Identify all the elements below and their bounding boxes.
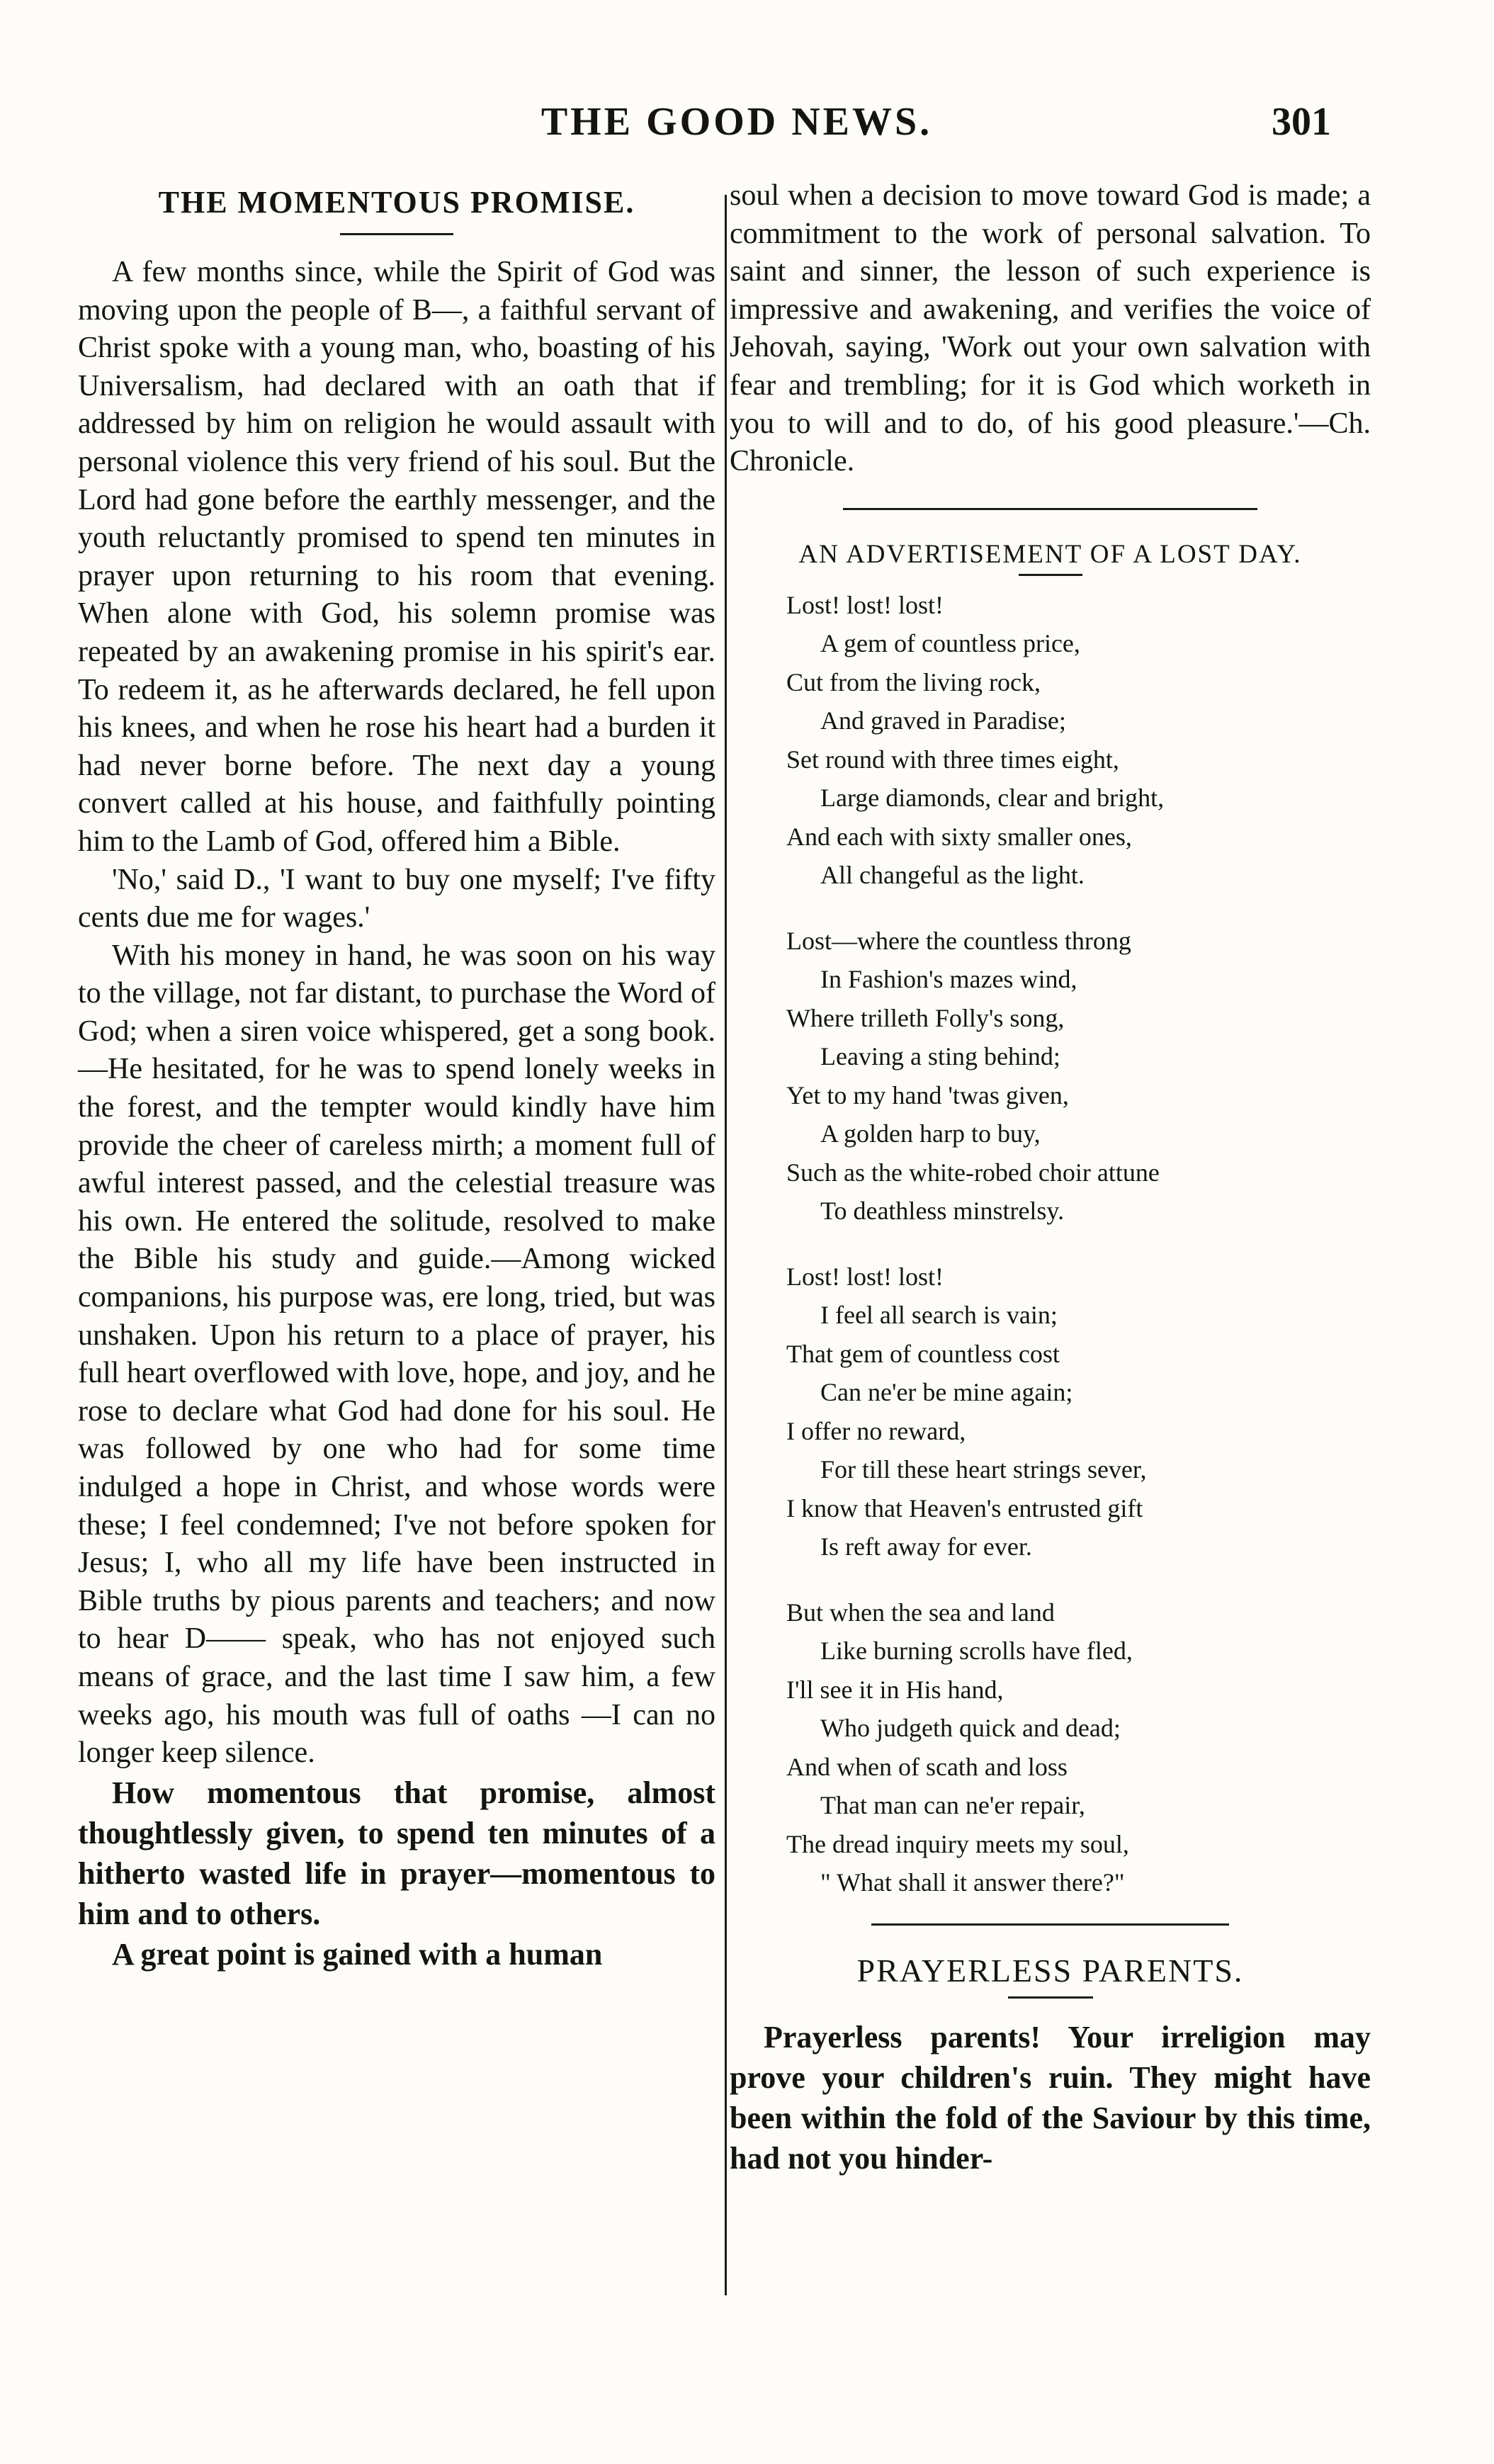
poem-line: But when the sea and land: [786, 1598, 1055, 1627]
poem-line: Who judgeth quick and dead;: [820, 1714, 1121, 1743]
poem-heading: AN ADVERTISEMENT OF A LOST DAY.: [798, 539, 1302, 569]
article-continuation: soul when a decision to move toward God is made; a commitment to the work of personal salvation. To saint and sinner, the lesson of such experience is impressive and awakening, and verifies the voice of Jehovah, saying, 'Work out your own salvation with fear and trembling; for it is God which worketh in you to will and to do, of his good pleasure.'—Ch. Chronicle.: [730, 179, 1371, 478]
article-paragraph: With his money in hand, he was soon on his way to the village, not far distant, to purchase the Word of God; when a siren voice whispered, get a song book.—He hesitated, for he was to spend lonely weeks in the forest, and the tempter would kindly have him provide the cheer of careless mirth; a moment full of awful interest passed, and the celestial treasure was his own. He entered the solitude, resolved to make the Bible his study and guide.—Among wicked companions, his purpose was, ere long, tried, but was unshaken. Upon his return to a place of prayer, his full heart overflowed with love, hope, and joy, and he rose to declare what God had done for his soul. He was followed by one who had for some time indulged a hope in Christ, and whose words were these; I feel condemned; I've not before spoken for Jesus; I, who all my life have been instructed in Bible truths by pious parents and teachers; and now to hear D—— speak, who has not enjoyed such means of grace, and the last time I saw him, a few weeks ago, his mouth was full of oaths —I can no longer keep silence.: [78, 939, 716, 1770]
poem-line: The dread inquiry meets my soul,: [786, 1829, 1129, 1858]
poem-stanza: [786, 1593, 1371, 1902]
poem-line: I offer no reward,: [786, 1416, 966, 1445]
poem-line: In Fashion's mazes wind,: [820, 965, 1077, 994]
poem-line: Lost! lost! lost!: [786, 590, 944, 619]
poem-line: And graved in Paradise;: [820, 706, 1066, 735]
article-paragraph: Prayerless parents! Your irreligion may prove your children's ruin. They might have been within the fold of the Saviour by this time, had not you hinder-: [730, 2019, 1371, 2176]
poem-line: A golden harp to buy,: [820, 1119, 1041, 1148]
poem-line: I feel all search is vain;: [820, 1301, 1058, 1330]
heading-rule: [340, 233, 453, 235]
article-paragraph: How momentous that promise, almost thoughtlessly given, to spend ten minutes of a hitherto wasted life in prayer—momentous to him and to others.: [78, 1775, 715, 1931]
running-title: THE GOOD NEWS.: [541, 100, 933, 144]
article-paragraph: 'No,' said D., 'I want to buy one myself; I've fifty cents due me for wages.': [78, 863, 715, 934]
poem-line: And each with sixty smaller ones,: [786, 822, 1132, 851]
poem-line: Is reft away for ever.: [820, 1532, 1032, 1561]
poem-line: Leaving a sting behind;: [820, 1042, 1060, 1071]
poem-line: I know that Heaven's entrusted gift: [786, 1493, 1143, 1522]
left-column: [78, 177, 715, 1974]
poem-line: Such as the white-robed choir attune: [786, 1158, 1160, 1187]
poem-line: Cut from the living rock,: [786, 667, 1041, 696]
poem-line: Yet to my hand 'twas given,: [786, 1080, 1069, 1109]
right-column: [730, 177, 1371, 2178]
heading-rule: [1008, 1996, 1093, 1999]
heading-rule: [1019, 574, 1082, 576]
poem-line: That gem of countless cost: [786, 1339, 1060, 1368]
poem-line: Can ne'er be mine again;: [820, 1378, 1073, 1407]
poem-line: Lost—where the countless throng: [786, 926, 1131, 955]
article-paragraph: A few months since, while the Spirit of God was moving upon the people of B—, a faithful servant of Christ spoke with a young man, who, boasting of his Universalism, had declared with an oath that if addressed by him on religion he would assault with personal violence this very friend of his soul. But the Lord had gone before the earthly messenger, and the youth reluctantly promised to spend ten minutes in prayer upon returning to his room that evening. When alone with God, his solemn promise was repeated by an awakening promise in his spirit's ear. To redeem it, as he afterwards declared, he fell upon his knees, and when he rose his heart had a burden it had never borne before. The next day a young convert called at his house, and faithfully pointing him to the Lamb of God, offered him a Bible.: [78, 256, 715, 858]
poem-line: I'll see it in His hand,: [786, 1675, 1004, 1704]
article-paragraph: A great point is gained with a human: [112, 1936, 603, 1972]
poem-line: Set round with three times eight,: [786, 745, 1119, 774]
poem-line: A gem of countless price,: [820, 629, 1080, 658]
poem-line: Lost! lost! lost!: [786, 1262, 944, 1291]
poem-line: That man can ne'er repair,: [820, 1791, 1085, 1820]
article-heading-momentous-promise: THE MOMENTOUS PROMISE.: [158, 185, 635, 220]
poem-stanza: [786, 1258, 1371, 1566]
section-ornament: [730, 1916, 1371, 1933]
page-number: 301: [1272, 100, 1331, 144]
page-header: [0, 99, 1494, 156]
poem: [730, 586, 1371, 1902]
article-heading-prayerless-parents: PRAYERLESS PARENTS.: [856, 1952, 1244, 1989]
poem-line: " What shall it answer there?": [820, 1868, 1125, 1897]
poem-line: For till these heart strings sever,: [820, 1455, 1147, 1484]
poem-line: Large diamonds, clear and bright,: [820, 784, 1165, 813]
poem-line: Where trilleth Folly's song,: [786, 1003, 1065, 1032]
poem-line: Like burning scrolls have fled,: [820, 1637, 1133, 1666]
poem-line: To deathless minstrelsy.: [820, 1197, 1065, 1226]
section-ornament: [730, 501, 1371, 518]
poem-line: All changeful as the light.: [820, 861, 1085, 890]
poem-line: And when of scath and loss: [786, 1752, 1068, 1781]
column-divider: [725, 195, 727, 2295]
poem-stanza: [786, 586, 1371, 895]
poem-stanza: [786, 922, 1371, 1231]
